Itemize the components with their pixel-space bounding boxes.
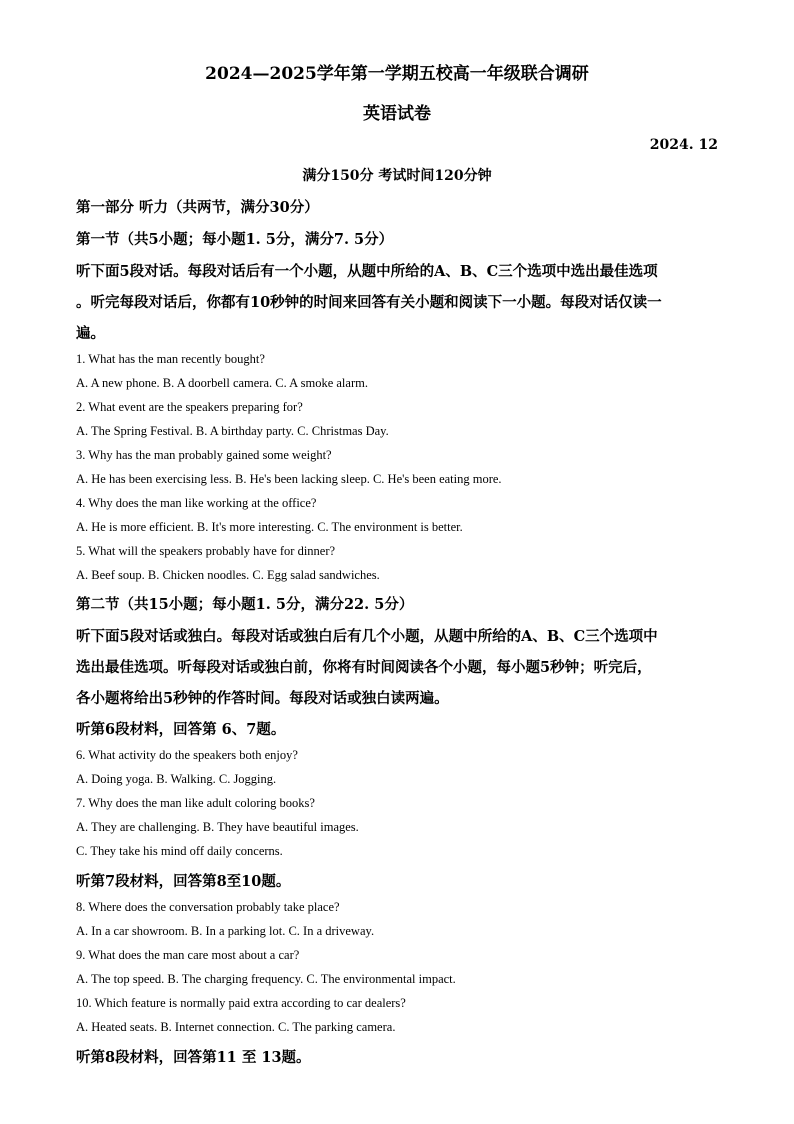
question-9: 9. What does the man care most about a car? bbox=[76, 948, 300, 962]
question-6: 6. What activity do the speakers both enjoy? bbox=[76, 748, 298, 762]
question-7-option-c: C. They take his mind off daily concerns. bbox=[76, 844, 283, 858]
question-1-options: A. A new phone. B. A doorbell camera. C. A smoke alarm. bbox=[76, 376, 368, 390]
question-1: 1. What has the man recently bought? bbox=[76, 352, 265, 366]
question-10-options: A. Heated seats. B. Internet connection. C. The parking camera. bbox=[76, 1020, 396, 1034]
section2-instructions-line2: 选出最佳选项。听每段对话或独白前，你将有时间阅读各个小题，每小题5秒钟；听完后， bbox=[76, 659, 652, 676]
question-10: 10. Which feature is normally paid extra according to car dealers? bbox=[76, 996, 406, 1010]
section2-instructions-line3: 各小题将给出5秒钟的作答时间。每段对话或独白读两遍。 bbox=[76, 690, 449, 707]
exam-title: 2024—2025学年第一学期五校高一年级联合调研 bbox=[205, 64, 589, 84]
question-9-options: A. The top speed. B. The charging frequency. C. The environmental impact. bbox=[76, 972, 456, 986]
question-4: 4. Why does the man like working at the office? bbox=[76, 496, 317, 510]
section2-instructions-line1: 听下面5段对话或独白。每段对话或独白后有几个小题，从题中所给的A、B、C三个选项中 bbox=[76, 628, 658, 645]
question-5-options: A. Beef soup. B. Chicken noodles. C. Egg salad sandwiches. bbox=[76, 568, 380, 582]
question-7-options-ab: A. They are challenging. B. They have beautiful images. bbox=[76, 820, 359, 834]
section1-instructions-line1: 听下面5段对话。每段对话后有一个小题，从题中所给的A、B、C三个选项中选出最佳选项 bbox=[76, 263, 658, 280]
exam-info: 满分150分 考试时间120分钟 bbox=[302, 168, 492, 184]
material-7-heading: 听第7段材料，回答第8至10题。 bbox=[76, 873, 291, 890]
section1-instructions-line3: 遍。 bbox=[76, 325, 105, 342]
question-8: 8. Where does the conversation probably take place? bbox=[76, 900, 340, 914]
question-4-options: A. He is more efficient. B. It's more interesting. C. The environment is better. bbox=[76, 520, 463, 534]
material-8-heading: 听第8段材料，回答第11 至 13题。 bbox=[76, 1049, 311, 1066]
part1-title: 第一部分 听力（共两节，满分30分） bbox=[76, 199, 319, 216]
question-8-options: A. In a car showroom. B. In a parking lot. C. In a driveway. bbox=[76, 924, 375, 938]
material-6-heading: 听第6段材料，回答第 6、7题。 bbox=[76, 721, 286, 738]
section1-instructions-line2: 。听完每段对话后，你都有10秒钟的时间来回答有关小题和阅读下一小题。每段对话仅读一 bbox=[76, 294, 662, 311]
question-7: 7. Why does the man like adult coloring books? bbox=[76, 796, 315, 810]
question-5: 5. What will the speakers probably have for dinner? bbox=[76, 544, 336, 558]
exam-subtitle: 英语试卷 bbox=[363, 104, 431, 124]
section1-title: 第一节（共5小题；每小题1. 5分，满分7. 5分） bbox=[76, 231, 394, 248]
exam-date: 2024. 12 bbox=[649, 137, 718, 153]
section2-title: 第二节（共15小题；每小题1. 5分，满分22. 5分） bbox=[76, 596, 414, 613]
question-2: 2. What event are the speakers preparing for? bbox=[76, 400, 303, 414]
question-3-options: A. He has been exercising less. B. He's been lacking sleep. C. He's been eating more. bbox=[76, 472, 502, 486]
question-3: 3. Why has the man probably gained some weight? bbox=[76, 448, 332, 462]
question-6-options: A. Doing yoga. B. Walking. C. Jogging. bbox=[76, 772, 277, 786]
question-2-options: A. The Spring Festival. B. A birthday party. C. Christmas Day. bbox=[76, 424, 389, 438]
